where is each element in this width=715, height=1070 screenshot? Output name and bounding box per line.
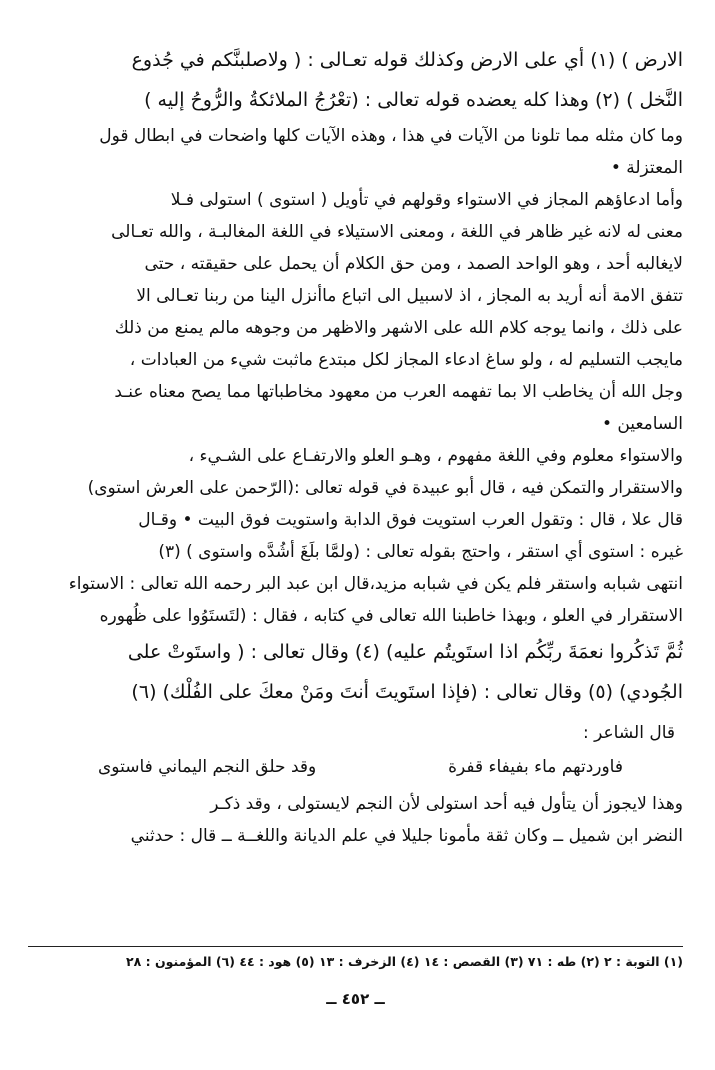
text-line-17: انتهى شبابه واستقر فلم يكن في شبابه مزيد،قال ابن عبد البر رحمه الله تعالى : الاستواء <box>68 574 683 594</box>
closing-line-1: وهذا لايجوز أن يتأول فيه أحد استولى لأن النجم لايستولى ، وقد ذكـر <box>210 794 683 814</box>
text-line-16: غيره : استوى أي استقر ، واحتج بقوله تعالى : (ولمَّا بلَغَ أشُدَّه واستوى ) (٣) <box>158 542 683 562</box>
text-line-13: والاستواء معلوم وفي اللغة مفهوم ، وهـو العلو والارتفـاع على الشـيء ، <box>188 446 683 466</box>
book-page <box>28 40 683 1040</box>
text-line-12: السامعين • <box>601 414 683 434</box>
text-line-18: الاستقرار في العلو ، وبهذا خاطبنا الله تعالى في كتابه ، فقال : (لتَستَوُوا على ظُهوره <box>99 606 683 626</box>
text-line-14: والاستقرار والتمكن فيه ، قال أبو عبيدة في قوله تعالى :(الرّحمن على العرش استوى) <box>87 478 683 498</box>
main-text <box>28 40 683 712</box>
text-line-2: النَّخل ) (٢) وهذا كله يعضده قوله تعالى : (تعْرُجُ الملائكةُ والرُّوحُ إليه ) <box>144 89 683 111</box>
poem-hemistich-second: وقد حلق النجم اليماني فاستوى <box>98 757 317 777</box>
page-number: ــ ٤٥٢ ــ <box>326 990 385 1008</box>
text-line-4: المعتزلة • <box>610 158 683 178</box>
text-line-19: ثُمَّ تَذكُروا نعمَةَ ربِّكُم اذا استَويتُم عليه) (٤) وقال تعالى : ( واستَوتْ على <box>127 641 683 663</box>
text-line-1: الارض ) (١) أي على الارض وكذلك قوله تعـالى : ( ولاصلبنَّكم في جُذوع <box>131 49 683 71</box>
poem-block <box>28 716 683 788</box>
poem-intro: قال الشاعر : <box>583 723 675 743</box>
text-line-11: وجل الله أن يخاطب الا بما تفهمه العرب من معهود مخاطباتها مما يصح معناه عنـد <box>114 382 683 402</box>
poem-hemistich-first: فاوردتهم ماء بفيفاء قفرة <box>448 757 623 777</box>
text-line-6: معنى له لانه غير ظاهر في اللغة ، ومعنى الاستيلاء في اللغة المغالبـة ، والله تعـالى <box>111 222 683 242</box>
footnote-divider <box>28 946 683 947</box>
text-line-9: على ذلك ، وانما يوجه كلام الله على الاشهر والاظهر من وجوهه مالم يمنع من ذلك <box>114 318 683 338</box>
text-line-8: تتفق الامة أنه أريد به المجاز ، اذ لاسبيل الى اتباع ماأنزل الينا من ربنا تعـالى الا <box>136 286 683 306</box>
text-line-15: قال علا ، قال : وتقول العرب استويت فوق الدابة واستويت فوق البيت • وقـال <box>138 510 683 530</box>
text-line-5: وأما ادعاؤهم المجاز في الاستواء وقولهم في تأويل ( استوى ) استولى فـلا <box>170 190 683 210</box>
text-line-3: وما كان مثله مما تلونا من الآيات في هذا ، وهذه الآيات كلها واضحات في ابطال قول <box>99 126 683 146</box>
poem-verse <box>28 750 683 788</box>
text-line-7: لايغالبه أحد ، وهو الواحد الصمد ، ومن حق الكلام أن يحمل على حقيقته ، حتى <box>144 254 683 274</box>
closing-text <box>28 788 683 852</box>
footnotes: (١) التوبة : ٢ (٢) طه : ٧١ (٣) القصص : ١٤ (٤) الزخرف : ١٣ (٥) هود : ٤٤ (٦) المؤمنون : ٢٨ <box>126 954 683 969</box>
text-line-10: مايجب التسليم له ، ولو ساغ ادعاء المجاز لكل مبتدع ماثبت شيء من العبادات ، <box>129 350 683 370</box>
closing-line-2: النضر ابن شميل ــ وكان ثقة مأمونا جليلا في علم الديانة واللغــة ــ قال : حدثني <box>130 826 683 846</box>
text-line-20: الجُودي) (٥) وقال تعالى : (فإذا استَويتَ أنتَ ومَنْ معكَ على الفُلْك) (٦) <box>131 681 683 703</box>
